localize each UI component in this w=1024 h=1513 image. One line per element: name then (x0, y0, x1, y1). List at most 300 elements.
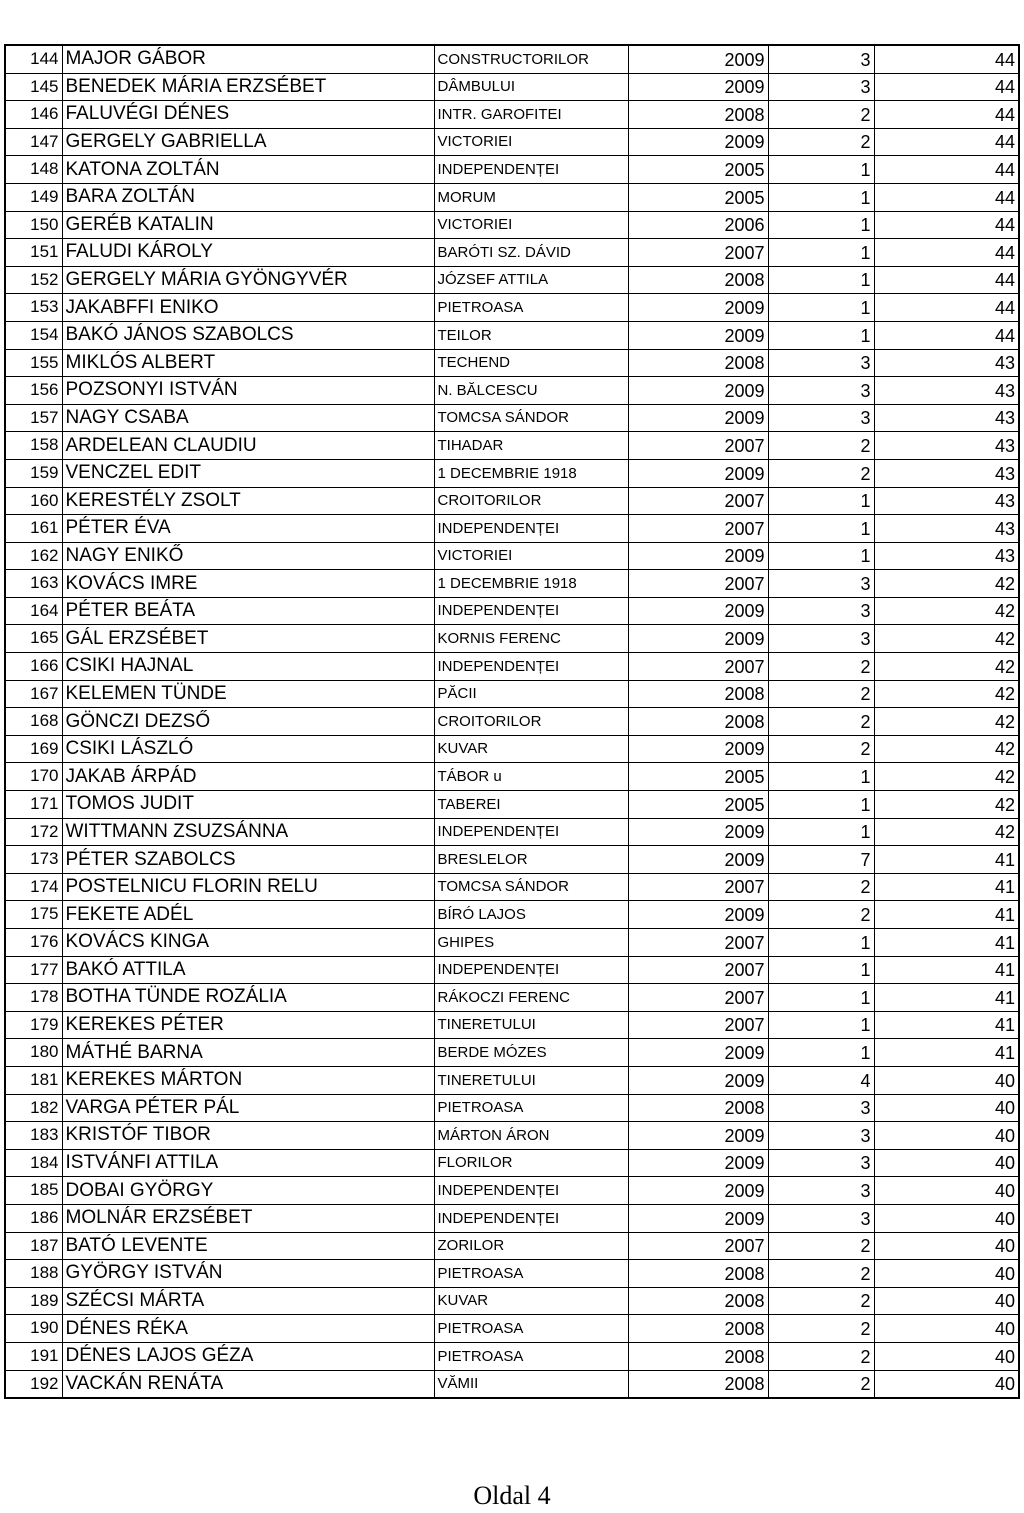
street-cell: FLORILOR (434, 1149, 628, 1177)
row-number-cell: 188 (5, 1260, 62, 1288)
table-row (5, 156, 1019, 184)
name-cell: BARA ZOLTÁN (62, 183, 434, 211)
name-cell: TOMOS JUDIT (62, 791, 434, 819)
name-cell: KRISTÓF TIBOR (62, 1122, 434, 1150)
class-cell: 4 (768, 1066, 874, 1094)
table-row (5, 818, 1019, 846)
score-cell: 42 (874, 818, 1019, 846)
class-cell: 3 (768, 404, 874, 432)
score-cell: 40 (874, 1094, 1019, 1122)
class-cell: 1 (768, 266, 874, 294)
score-cell: 41 (874, 846, 1019, 874)
row-number-cell: 179 (5, 1011, 62, 1039)
street-cell: BARÓTI SZ. DÁVID (434, 239, 628, 267)
row-number-cell: 185 (5, 1177, 62, 1205)
class-cell: 2 (768, 432, 874, 460)
row-number-cell: 167 (5, 680, 62, 708)
street-cell: PIETROASA (434, 1094, 628, 1122)
year-cell: 2009 (628, 377, 768, 405)
name-cell: PÉTER BEÁTA (62, 597, 434, 625)
year-cell: 2009 (628, 1039, 768, 1067)
name-cell: DÉNES RÉKA (62, 1315, 434, 1343)
year-cell: 2007 (628, 873, 768, 901)
score-cell: 44 (874, 239, 1019, 267)
table-row (5, 515, 1019, 543)
class-cell: 1 (768, 156, 874, 184)
name-cell: FEKETE ADÉL (62, 901, 434, 929)
table-row (5, 1370, 1019, 1398)
row-number-cell: 146 (5, 101, 62, 129)
name-cell: FALUDI KÁROLY (62, 239, 434, 267)
table-row (5, 929, 1019, 957)
name-cell: FALUVÉGI DÉNES (62, 101, 434, 129)
year-cell: 2006 (628, 211, 768, 239)
street-cell: TECHEND (434, 349, 628, 377)
street-cell: PIETROASA (434, 294, 628, 322)
class-cell: 2 (768, 1315, 874, 1343)
score-cell: 42 (874, 653, 1019, 681)
score-cell: 43 (874, 432, 1019, 460)
street-cell: VICTORIEI (434, 211, 628, 239)
row-number-cell: 157 (5, 404, 62, 432)
row-number-cell: 180 (5, 1039, 62, 1067)
street-cell: KORNIS FERENC (434, 625, 628, 653)
class-cell: 2 (768, 680, 874, 708)
class-cell: 2 (768, 1260, 874, 1288)
table-row (5, 45, 1019, 73)
street-cell: CROITORILOR (434, 487, 628, 515)
table-row (5, 239, 1019, 267)
score-cell: 42 (874, 570, 1019, 598)
row-number-cell: 176 (5, 929, 62, 957)
street-cell: INDEPENDENȚEI (434, 1204, 628, 1232)
table-row (5, 653, 1019, 681)
score-cell: 44 (874, 183, 1019, 211)
score-cell: 40 (874, 1370, 1019, 1398)
class-cell: 3 (768, 570, 874, 598)
table-row (5, 1039, 1019, 1067)
row-number-cell: 168 (5, 708, 62, 736)
table-row (5, 791, 1019, 819)
name-cell: KEREKES MÁRTON (62, 1066, 434, 1094)
class-cell: 2 (768, 1370, 874, 1398)
score-cell: 40 (874, 1232, 1019, 1260)
table-row (5, 321, 1019, 349)
table-row (5, 1066, 1019, 1094)
class-cell: 3 (768, 1177, 874, 1205)
table-row (5, 211, 1019, 239)
row-number-cell: 184 (5, 1149, 62, 1177)
class-cell: 2 (768, 128, 874, 156)
row-number-cell: 162 (5, 542, 62, 570)
street-cell: GHIPES (434, 929, 628, 957)
table-row (5, 459, 1019, 487)
score-cell: 43 (874, 459, 1019, 487)
street-cell: MÁRTON ÁRON (434, 1122, 628, 1150)
name-cell: POSTELNICU FLORIN RELU (62, 873, 434, 901)
name-cell: KERESTÉLY ZSOLT (62, 487, 434, 515)
score-cell: 40 (874, 1066, 1019, 1094)
year-cell: 2008 (628, 1342, 768, 1370)
class-cell: 1 (768, 791, 874, 819)
class-cell: 3 (768, 1149, 874, 1177)
street-cell: TOMCSA SÁNDOR (434, 873, 628, 901)
name-cell: WITTMANN ZSUZSÁNNA (62, 818, 434, 846)
street-cell: BRESLELOR (434, 846, 628, 874)
street-cell: TÁBOR u (434, 763, 628, 791)
table-row (5, 735, 1019, 763)
table-row (5, 873, 1019, 901)
score-cell: 43 (874, 349, 1019, 377)
street-cell: INDEPENDENȚEI (434, 515, 628, 543)
year-cell: 2007 (628, 1011, 768, 1039)
table-row (5, 487, 1019, 515)
street-cell: TINERETULUI (434, 1011, 628, 1039)
street-cell: DÂMBULUI (434, 73, 628, 101)
table-row (5, 266, 1019, 294)
street-cell: 1 DECEMBRIE 1918 (434, 570, 628, 598)
street-cell: VĂMII (434, 1370, 628, 1398)
row-number-cell: 154 (5, 321, 62, 349)
street-cell: VICTORIEI (434, 128, 628, 156)
score-cell: 44 (874, 73, 1019, 101)
class-cell: 2 (768, 873, 874, 901)
class-cell: 1 (768, 818, 874, 846)
year-cell: 2008 (628, 1260, 768, 1288)
year-cell: 2008 (628, 266, 768, 294)
row-number-cell: 177 (5, 956, 62, 984)
name-cell: NAGY ENIKŐ (62, 542, 434, 570)
class-cell: 2 (768, 459, 874, 487)
street-cell: JÓZSEF ATTILA (434, 266, 628, 294)
score-cell: 42 (874, 708, 1019, 736)
row-number-cell: 164 (5, 597, 62, 625)
name-cell: GERÉB KATALIN (62, 211, 434, 239)
class-cell: 3 (768, 625, 874, 653)
year-cell: 2009 (628, 625, 768, 653)
score-cell: 43 (874, 542, 1019, 570)
year-cell: 2007 (628, 653, 768, 681)
name-cell: VACKÁN RENÁTA (62, 1370, 434, 1398)
year-cell: 2009 (628, 73, 768, 101)
row-number-cell: 165 (5, 625, 62, 653)
name-cell: GERGELY GABRIELLA (62, 128, 434, 156)
table-row (5, 1177, 1019, 1205)
year-cell: 2007 (628, 1232, 768, 1260)
score-cell: 43 (874, 515, 1019, 543)
table-row (5, 183, 1019, 211)
row-number-cell: 147 (5, 128, 62, 156)
row-number-cell: 170 (5, 763, 62, 791)
street-cell: PĂCII (434, 680, 628, 708)
score-cell: 40 (874, 1287, 1019, 1315)
score-cell: 42 (874, 735, 1019, 763)
score-cell: 44 (874, 156, 1019, 184)
score-cell: 42 (874, 597, 1019, 625)
row-number-cell: 145 (5, 73, 62, 101)
table-row (5, 901, 1019, 929)
table-row (5, 597, 1019, 625)
name-cell: GYÖRGY ISTVÁN (62, 1260, 434, 1288)
name-cell: ARDELEAN CLAUDIU (62, 432, 434, 460)
year-cell: 2008 (628, 1287, 768, 1315)
row-number-cell: 186 (5, 1204, 62, 1232)
year-cell: 2009 (628, 294, 768, 322)
class-cell: 2 (768, 101, 874, 129)
row-number-cell: 175 (5, 901, 62, 929)
year-cell: 2007 (628, 956, 768, 984)
street-cell: N. BĂLCESCU (434, 377, 628, 405)
score-cell: 42 (874, 625, 1019, 653)
row-number-cell: 178 (5, 984, 62, 1012)
name-cell: DOBAI GYÖRGY (62, 1177, 434, 1205)
street-cell: CONSTRUCTORILOR (434, 45, 628, 73)
name-cell: ISTVÁNFI ATTILA (62, 1149, 434, 1177)
name-cell: PÉTER SZABOLCS (62, 846, 434, 874)
street-cell: TINERETULUI (434, 1066, 628, 1094)
street-cell: BERDE MÓZES (434, 1039, 628, 1067)
class-cell: 1 (768, 984, 874, 1012)
year-cell: 2005 (628, 791, 768, 819)
street-cell: INDEPENDENȚEI (434, 597, 628, 625)
street-cell: INDEPENDENȚEI (434, 956, 628, 984)
name-cell: MÁTHÉ BARNA (62, 1039, 434, 1067)
name-cell: BENEDEK MÁRIA ERZSÉBET (62, 73, 434, 101)
table-row (5, 846, 1019, 874)
street-cell: VICTORIEI (434, 542, 628, 570)
row-number-cell: 172 (5, 818, 62, 846)
table-row (5, 1260, 1019, 1288)
row-number-cell: 166 (5, 653, 62, 681)
street-cell: CROITORILOR (434, 708, 628, 736)
page-footer (0, 1481, 1024, 1511)
class-cell: 3 (768, 1094, 874, 1122)
name-cell: NAGY CSABA (62, 404, 434, 432)
year-cell: 2008 (628, 1315, 768, 1343)
row-number-cell: 158 (5, 432, 62, 460)
score-cell: 44 (874, 101, 1019, 129)
year-cell: 2009 (628, 1204, 768, 1232)
row-number-cell: 191 (5, 1342, 62, 1370)
year-cell: 2007 (628, 929, 768, 957)
class-cell: 2 (768, 1232, 874, 1260)
row-number-cell: 155 (5, 349, 62, 377)
table-row (5, 73, 1019, 101)
street-cell: INDEPENDENȚEI (434, 1177, 628, 1205)
street-cell: BÍRÓ LAJOS (434, 901, 628, 929)
street-cell: KUVAR (434, 1287, 628, 1315)
year-cell: 2009 (628, 846, 768, 874)
year-cell: 2009 (628, 542, 768, 570)
name-cell: KATONA ZOLTÁN (62, 156, 434, 184)
row-number-cell: 153 (5, 294, 62, 322)
name-cell: DÉNES LAJOS GÉZA (62, 1342, 434, 1370)
class-cell: 2 (768, 901, 874, 929)
name-cell: MAJOR GÁBOR (62, 45, 434, 73)
class-cell: 3 (768, 377, 874, 405)
score-cell: 42 (874, 680, 1019, 708)
class-cell: 2 (768, 1287, 874, 1315)
score-cell: 44 (874, 266, 1019, 294)
results-table (4, 44, 1020, 1399)
name-cell: VARGA PÉTER PÁL (62, 1094, 434, 1122)
row-number-cell: 144 (5, 45, 62, 73)
class-cell: 3 (768, 73, 874, 101)
class-cell: 1 (768, 542, 874, 570)
score-cell: 40 (874, 1342, 1019, 1370)
score-cell: 40 (874, 1122, 1019, 1150)
year-cell: 2009 (628, 321, 768, 349)
class-cell: 1 (768, 239, 874, 267)
score-cell: 42 (874, 791, 1019, 819)
class-cell: 1 (768, 956, 874, 984)
name-cell: JAKAB ÁRPÁD (62, 763, 434, 791)
table-row (5, 128, 1019, 156)
street-cell: TIHADAR (434, 432, 628, 460)
row-number-cell: 148 (5, 156, 62, 184)
year-cell: 2009 (628, 1149, 768, 1177)
year-cell: 2008 (628, 349, 768, 377)
name-cell: VENCZEL EDIT (62, 459, 434, 487)
class-cell: 3 (768, 349, 874, 377)
row-number-cell: 171 (5, 791, 62, 819)
class-cell: 2 (768, 735, 874, 763)
score-cell: 44 (874, 128, 1019, 156)
score-cell: 40 (874, 1177, 1019, 1205)
row-number-cell: 189 (5, 1287, 62, 1315)
name-cell: CSIKI HAJNAL (62, 653, 434, 681)
class-cell: 1 (768, 1039, 874, 1067)
name-cell: CSIKI LÁSZLÓ (62, 735, 434, 763)
street-cell: INTR. GAROFITEI (434, 101, 628, 129)
row-number-cell: 169 (5, 735, 62, 763)
name-cell: GERGELY MÁRIA GYÖNGYVÉR (62, 266, 434, 294)
year-cell: 2007 (628, 487, 768, 515)
year-cell: 2007 (628, 432, 768, 460)
score-cell: 41 (874, 873, 1019, 901)
row-number-cell: 181 (5, 1066, 62, 1094)
score-cell: 41 (874, 1039, 1019, 1067)
name-cell: BAKÓ JÁNOS SZABOLCS (62, 321, 434, 349)
score-cell: 44 (874, 45, 1019, 73)
class-cell: 7 (768, 846, 874, 874)
score-cell: 41 (874, 1011, 1019, 1039)
name-cell: SZÉCSI MÁRTA (62, 1287, 434, 1315)
table-row (5, 1094, 1019, 1122)
score-cell: 43 (874, 487, 1019, 515)
class-cell: 1 (768, 294, 874, 322)
row-number-cell: 150 (5, 211, 62, 239)
table-row (5, 404, 1019, 432)
street-cell: MORUM (434, 183, 628, 211)
table-row (5, 349, 1019, 377)
name-cell: BATÓ LEVENTE (62, 1232, 434, 1260)
name-cell: KEREKES PÉTER (62, 1011, 434, 1039)
year-cell: 2007 (628, 570, 768, 598)
row-number-cell: 173 (5, 846, 62, 874)
street-cell: TEILOR (434, 321, 628, 349)
name-cell: KOVÁCS IMRE (62, 570, 434, 598)
street-cell: INDEPENDENȚEI (434, 818, 628, 846)
row-number-cell: 160 (5, 487, 62, 515)
year-cell: 2008 (628, 708, 768, 736)
street-cell: RÁKOCZI FERENC (434, 984, 628, 1012)
name-cell: GÁL ERZSÉBET (62, 625, 434, 653)
class-cell: 1 (768, 929, 874, 957)
table-row (5, 1315, 1019, 1343)
name-cell: PÉTER ÉVA (62, 515, 434, 543)
row-number-cell: 156 (5, 377, 62, 405)
street-cell: PIETROASA (434, 1260, 628, 1288)
year-cell: 2009 (628, 45, 768, 73)
score-cell: 43 (874, 404, 1019, 432)
score-cell: 41 (874, 956, 1019, 984)
class-cell: 1 (768, 763, 874, 791)
row-number-cell: 149 (5, 183, 62, 211)
class-cell: 1 (768, 183, 874, 211)
score-cell: 42 (874, 763, 1019, 791)
row-number-cell: 161 (5, 515, 62, 543)
street-cell: INDEPENDENȚEI (434, 653, 628, 681)
score-cell: 41 (874, 929, 1019, 957)
row-number-cell: 183 (5, 1122, 62, 1150)
score-cell: 44 (874, 294, 1019, 322)
score-cell: 40 (874, 1260, 1019, 1288)
row-number-cell: 152 (5, 266, 62, 294)
year-cell: 2005 (628, 763, 768, 791)
score-cell: 41 (874, 901, 1019, 929)
name-cell: BAKÓ ATTILA (62, 956, 434, 984)
table-row (5, 1204, 1019, 1232)
table-row (5, 570, 1019, 598)
street-cell: PIETROASA (434, 1342, 628, 1370)
street-cell: TOMCSA SÁNDOR (434, 404, 628, 432)
year-cell: 2009 (628, 1122, 768, 1150)
score-cell: 40 (874, 1315, 1019, 1343)
year-cell: 2009 (628, 1066, 768, 1094)
name-cell: JAKABFFI ENIKO (62, 294, 434, 322)
street-cell: PIETROASA (434, 1315, 628, 1343)
table-row (5, 1122, 1019, 1150)
name-cell: KOVÁCS KINGA (62, 929, 434, 957)
name-cell: BOTHA TÜNDE ROZÁLIA (62, 984, 434, 1012)
row-number-cell: 192 (5, 1370, 62, 1398)
year-cell: 2007 (628, 239, 768, 267)
year-cell: 2009 (628, 459, 768, 487)
year-cell: 2008 (628, 101, 768, 129)
year-cell: 2009 (628, 404, 768, 432)
year-cell: 2009 (628, 1177, 768, 1205)
class-cell: 1 (768, 1011, 874, 1039)
street-cell: TABEREI (434, 791, 628, 819)
name-cell: MIKLÓS ALBERT (62, 349, 434, 377)
table-row (5, 432, 1019, 460)
table-row (5, 101, 1019, 129)
class-cell: 3 (768, 1122, 874, 1150)
row-number-cell: 151 (5, 239, 62, 267)
score-cell: 43 (874, 377, 1019, 405)
table-row (5, 542, 1019, 570)
class-cell: 3 (768, 45, 874, 73)
year-cell: 2009 (628, 597, 768, 625)
year-cell: 2008 (628, 1370, 768, 1398)
row-number-cell: 163 (5, 570, 62, 598)
year-cell: 2007 (628, 984, 768, 1012)
class-cell: 2 (768, 708, 874, 736)
name-cell: MOLNÁR ERZSÉBET (62, 1204, 434, 1232)
year-cell: 2009 (628, 735, 768, 763)
row-number-cell: 174 (5, 873, 62, 901)
